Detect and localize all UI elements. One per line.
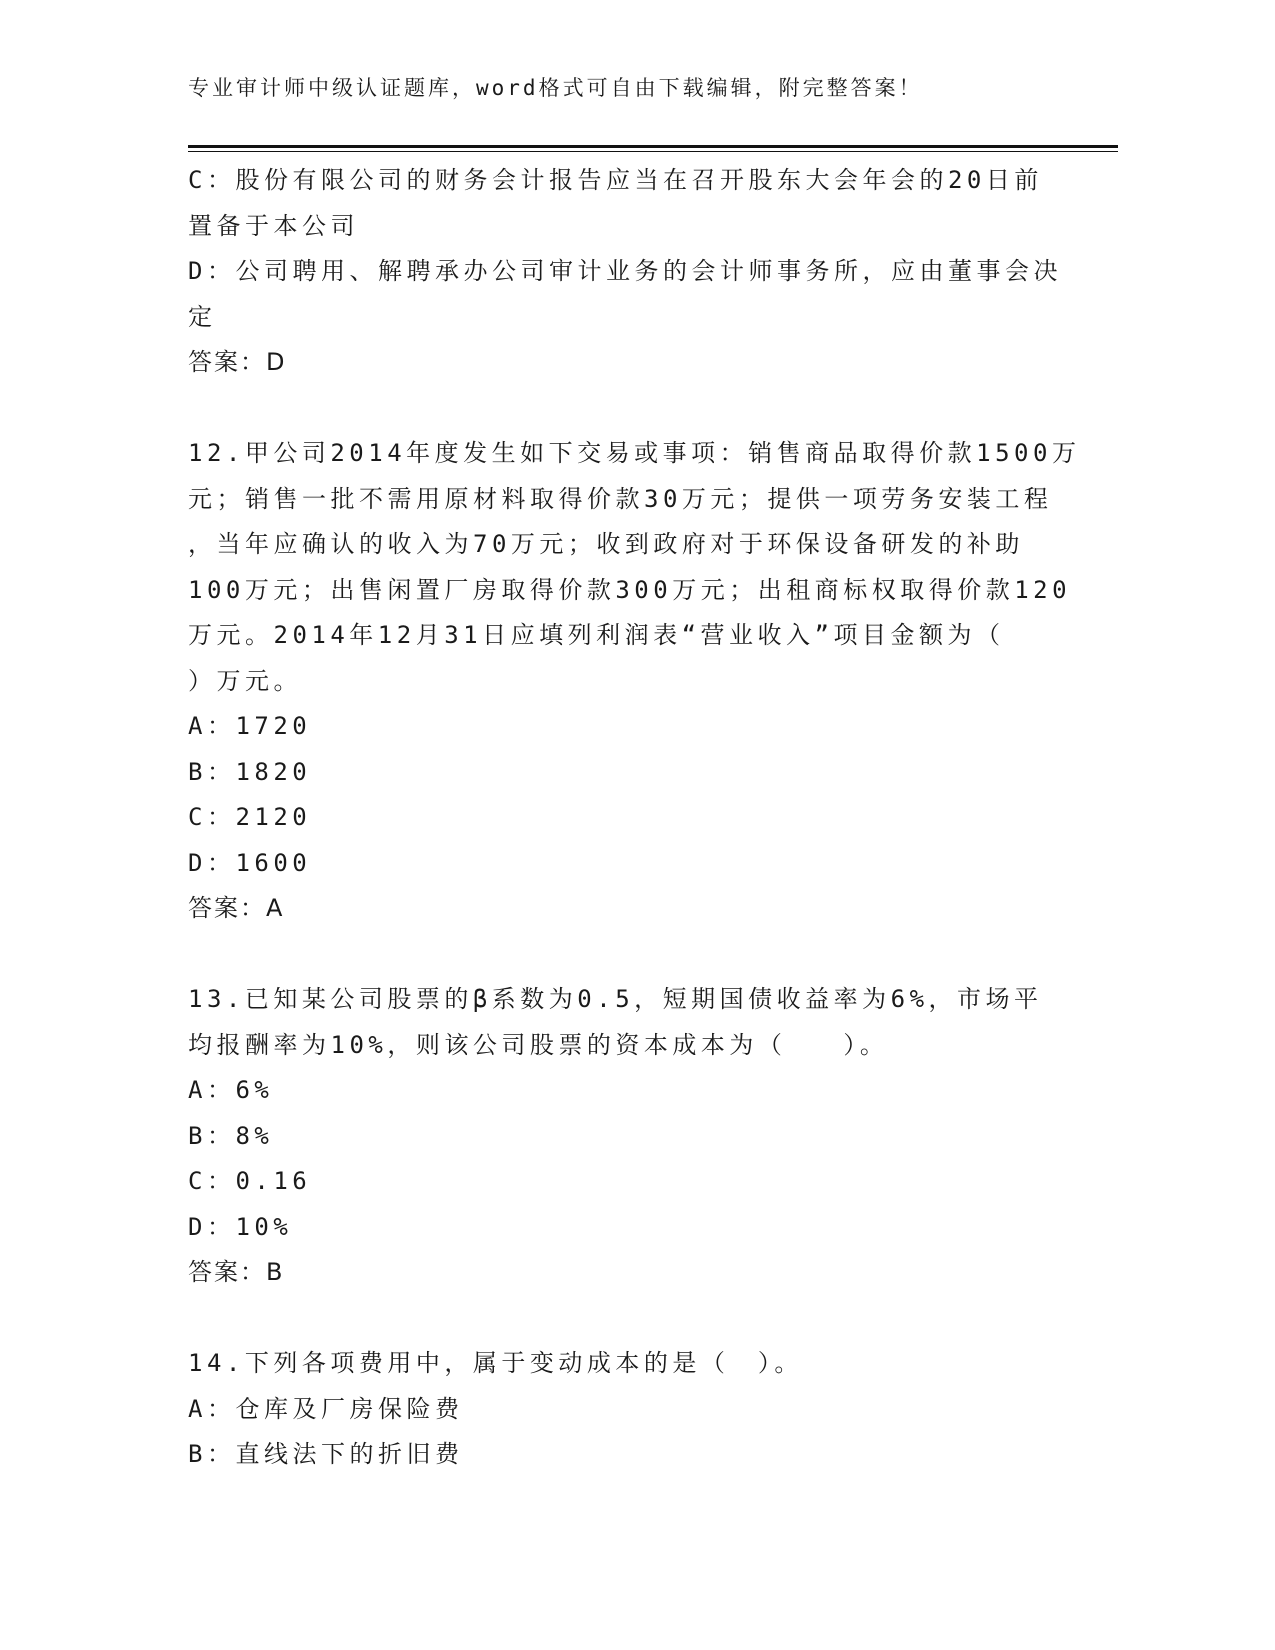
q12-stem-line: 100万元；出售闲置厂房取得价款300万元；出租商标权取得价款120 [188,575,1072,604]
q12-option-a: A：1720 [188,712,312,740]
q13-option-a: A：6% [188,1076,274,1104]
q14-option-b: B：直线法下的折旧费 [188,1440,464,1468]
q13-answer: 答案：B [188,1258,285,1286]
q12-stem-line: 万元。2014年12月31日应填列利润表“营业收入”项目金额为（ [188,621,1005,649]
q11-answer: 答案：D [188,348,287,376]
q14-stem-line: 14.下列各项费用中，属于变动成本的是（ ）。 [188,1349,803,1377]
q12-stem-line: ，当年应确认的收入为70万元；收到政府对于环保设备研发的补助 [188,530,1024,558]
q11-option-d-line1: D：公司聘用、解聘承办公司审计业务的会计师事务所，应由董事会决 [188,257,1062,285]
q13-option-c: C：0.16 [188,1167,312,1195]
q12-stem-line: 12.甲公司2014年度发生如下交易或事项：销售商品取得价款1500万 [188,439,1081,467]
q13-option-d: D：10% [188,1212,293,1241]
q12-answer: 答案：A [188,894,285,922]
spacer [188,386,1068,432]
spacer [188,932,1068,978]
q11-option-c-line1: C：股份有限公司的财务会计报告应当在召开股东大会年会的20日前 [188,166,1043,194]
q12-option-c: C：2120 [188,803,312,831]
document-body [188,158,1081,1478]
q14-option-a: A：仓库及厂房保险费 [188,1394,464,1423]
q12-stem-line: 元；销售一批不需用原材料取得价款30万元；提供一项劳务安装工程 [188,484,1053,513]
q13-option-b: B：8% [188,1121,274,1150]
q12-option-b: B：1820 [188,757,312,786]
q12-stem-line: ）万元。 [188,666,302,695]
q13-stem-line: 13.已知某公司股票的β系数为0.5，短期国债收益率为6%，市场平 [188,985,1043,1013]
header-divider-thick [188,145,1118,148]
q12-option-d: D：1600 [188,848,312,877]
q11-option-c-line2: 置备于本公司 [188,211,359,240]
q11-option-d-line2: 定 [188,302,217,331]
document-header: 专业审计师中级认证题库，word格式可自由下载编辑，附完整答案！ [188,76,923,100]
header-divider-thin [188,151,1118,152]
spacer [188,1296,1068,1342]
q13-stem-line: 均报酬率为10%，则该公司股票的资本成本为（ ）。 [188,1030,889,1059]
